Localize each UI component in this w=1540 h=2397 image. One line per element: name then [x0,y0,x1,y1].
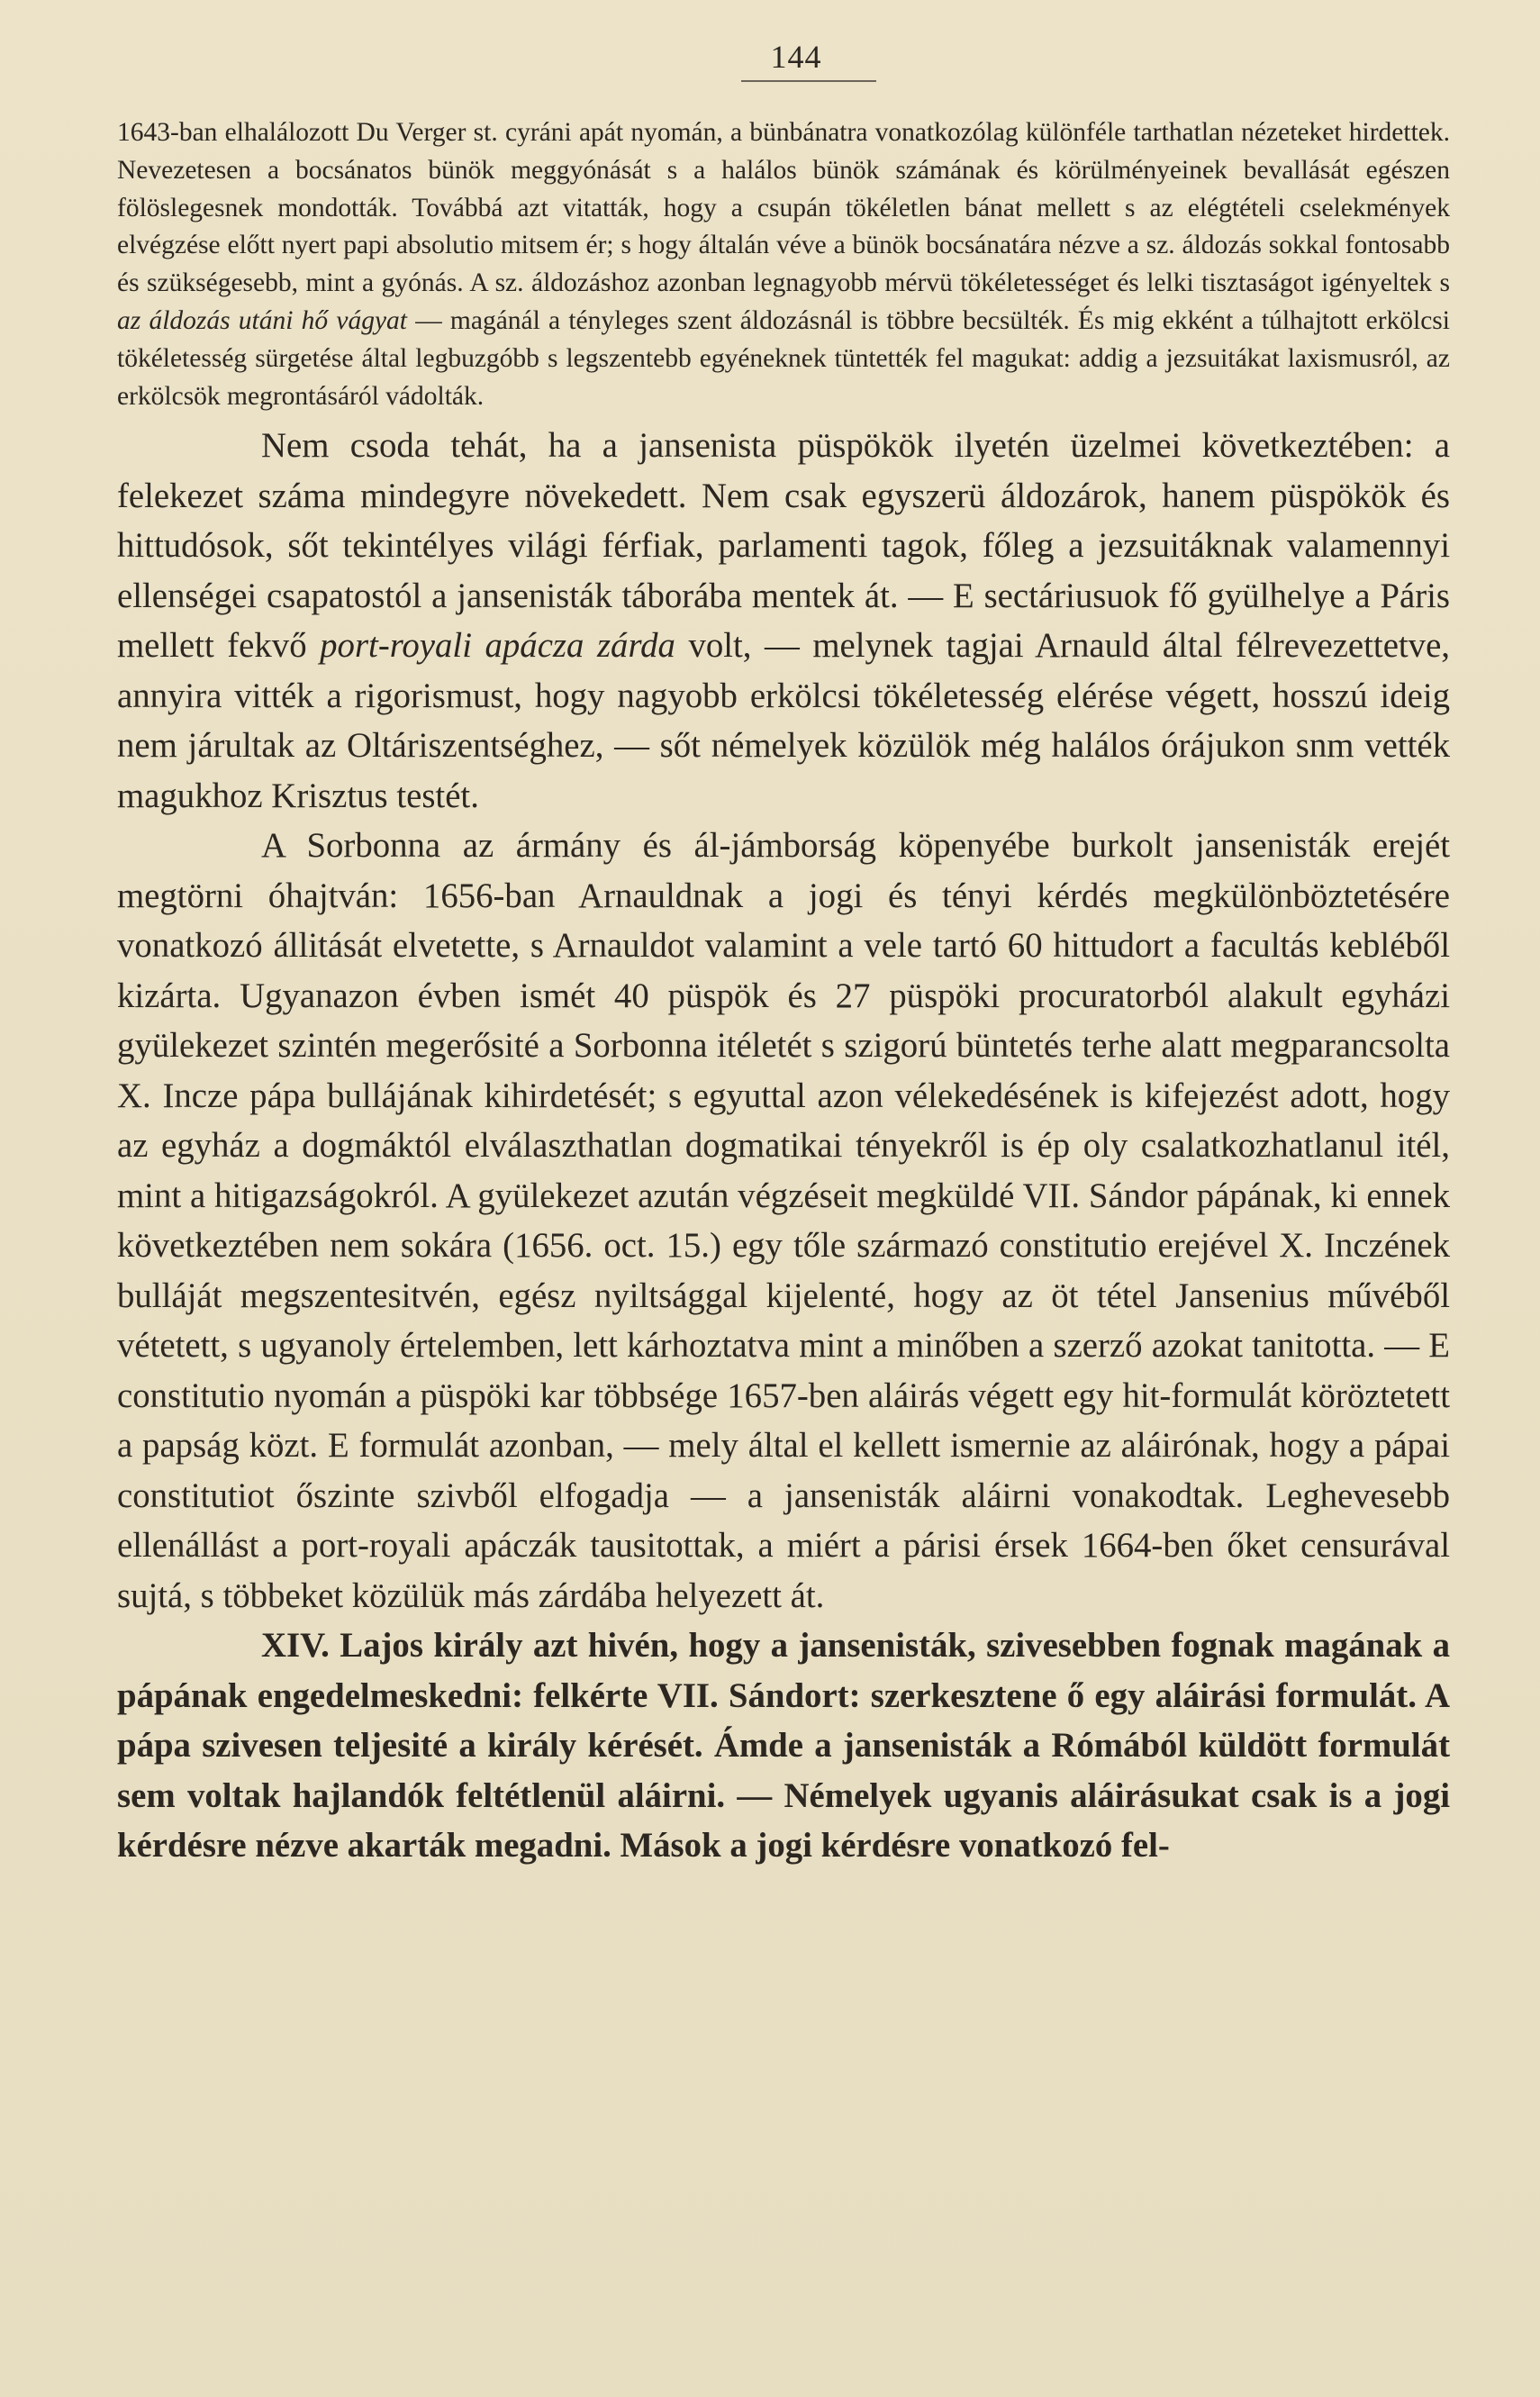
paragraph-1-part-b: volt, — melynek tagjai Arnauld által félrevezettetve, annyira vitték a rigorismust, hogy nagyobb erkölcsi tökéletesség elérése végett, hosszú ideig nem járultak az Oltáriszentséghez, — sőt némelyek közülök még halálos órájukon snm vették magukhoz Krisztus testét. [117,626,1451,815]
paragraph-1-emphasis: port-royali apácza zárda [320,626,675,666]
footnote-emphasis: az áldozás utáni hő vágyat [117,305,407,335]
header-rule [741,80,876,82]
paragraph-3: XIV. Lajos király azt hivén, hogy a jansenisták, szivesebben fognak magának a pápának engedelmeskedni: felkérte VII. Sándort: szerkesztene ő egy aláirási formulát. A pápa szivesen teljesité a király kérését. Ámde a jansenisták a Rómából küldött formulát sem voltak hajlandók feltétlenül aláirni. — Némelyek ugyanis aláirásukat csak is a jogi kérdésre nézve akarták megadni. Mások a jogi kérdésre vonatkozó fel- [117,1626,1450,1866]
footnote-text-after: — magánál a tényleges szent áldozásnál is többre becsülték. És mig ekként a túlhajtott erkölcsi tökéletesség sürgetése által legbuzgóbb s legszentebb egyéneknek tüntették fel magukat: addig a jezsuitákat laxismusról, az erkölcsök megrontásáról vádolták. [117,305,1450,411]
page-number: 144 [770,39,822,75]
footnote-block [117,114,1450,415]
footnote-text: 1643-ban elhalálozott Du Verger st. cyráni apát nyomán, a bünbánatra vonatkozólag különféle tarthatlan nézeteket hirdettek. Nevezetesen a bocsánatos bünök meggyónását s a halálos bünök számának és körülményeinek bevallását egészen fölöslegesnek mondották. Továbbá azt vitatták, hogy a csupán tökéletlen bánat mellett s az elégtételi cselekmények elvégzése előtt nyert papi absolutio mitsem ér; s hogy általán véve a bünök bocsánatára nézve a sz. áldozás sokkal fontosabb és szükségesebb, mint a gyónás. A sz. áldozáshoz azonban legnagyobb mérvü tökéletességet és lelki tisztaságot igényeltek s [117,118,1450,298]
paragraph-1 [117,421,1450,821]
paragraph-2: A Sorbonna az ármány és ál-jámborság köpenyébe burkolt jansenisták erejét megtörni óhajtván: 1656-ban Arnauldnak a jogi és tényi kérdés megkülönböztetésére vonatkozó állitását elvetette, s Arnauldot valamint a vele tartó 60 hittudort a facultás kebléből kizárta. Ugyanazon évben ismét 40 püspök és 27 püspöki procuratorból alakult egyházi gyülekezet szintén megerősité a Sorbonna itéletét s szigorú büntetés terhe alatt megparancsolta X. Incze pápa bullájának kihirdetését; s egyuttal azon vélekedésének is kifejezést adott, hogy az egyház a dogmáktól elválaszthatlan dogmatikai tényekről is ép oly csalatkozhatlanul itél, mint a hitigazságokról. A gyülekezet azután végzéseit megküldé VII. Sándor pápának, ki ennek következtében nem sokára (1656. oct. 15.) egy tőle származó constitutio erejével X. Inczének bulláját megszentesitvén, egész nyiltsággal kijelenté, hogy az öt tétel Jansenius művéből vétetett, s ugyanoly értelemben, lett kárhoztatva mint a minőben a szerző azokat tanitotta. — E constitutio nyomán a püspöki kar többsége 1657-ben aláirás végett egy hit-formulát köröztetett a papság közt. E formulát azonban, — mely által el kellett ismernie az aláirónak, hogy a pápai constitutiot őszinte szivből elfogadja — a jansenisták aláirni vonakodtak. Leghevesebb ellenállást a port-royali apáczák tausitottak, a miért a párisi érsek 1664-ben őket censurával sujtá, s többeket közülük más zárdába helyezett át. [117,826,1450,1615]
main-text [117,421,1450,1871]
paragraph-1-part-a: Nem csoda tehát, ha a jansenista püspökök ilyetén üzelmei következtében: a felekezet száma mindegyre növekedett. Nem csak egyszerü áldozárok, hanem püspökök és hittudósok, sőt tekintélyes világi férfiak, parlamenti tagok, főleg a jezsuitáknak valamennyi ellenségei csapatostól a jansenisták táborába mentek át. — E sectáriusuok fő gyülhelye a Páris mellett fekvő [117,426,1450,666]
